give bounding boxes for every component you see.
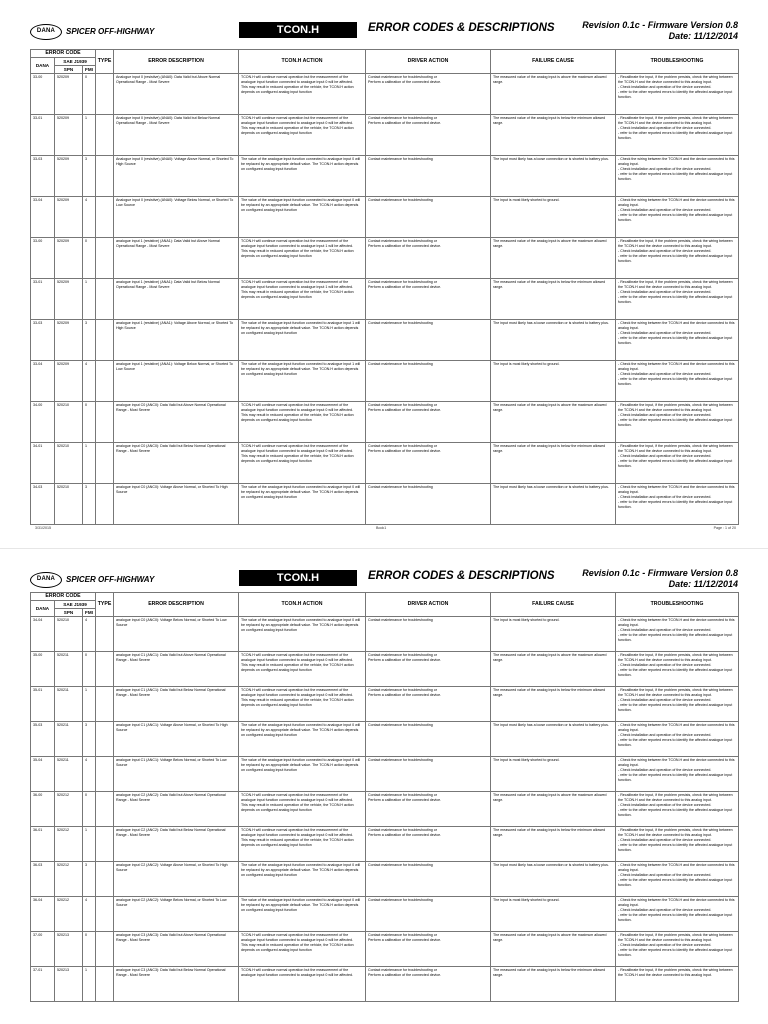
cell-tcon-action: TCON.H will continue normal operation but the measurement of the analogue input function connected to analogue input 0 will be affected. This may result in reduced operation of the vehicle, the TCON.H action depends on configured analog input function	[239, 932, 366, 967]
cell-failure-cause: The measured value of the analog input is above the maximum allowed range.	[491, 402, 616, 443]
cell-fmi: 1	[83, 443, 96, 484]
error-codes-table	[30, 592, 739, 1002]
cell-type	[96, 932, 114, 967]
brand-name: SPICER OFF-HIGHWAY	[66, 575, 155, 584]
cell-type	[96, 279, 114, 320]
cell-driver-action: Contact maintenance for troubleshooting	[366, 156, 491, 197]
cell-error-description: analogue input C1 (ANC1): Data Valid but Above Normal Operational Range - Most Severe	[114, 652, 239, 687]
cell-troubleshooting: - Check the wiring between the TCON.H and the device connected to this analog input. - Check installation and operation of the device connected. - refer to the other reported errors to identify the affected analogue input function.	[616, 722, 739, 757]
cell-fmi: 3	[83, 320, 96, 361]
product-title: TCON.H	[239, 22, 357, 38]
cell-type	[96, 402, 114, 443]
cell-tcon-action: TCON.H will continue normal operation but the measurement of the analogue input function connected to analogue input 0 will be affected. This may result in reduced operation of the vehicle, the TCON.H action depends on configured analog input function	[239, 652, 366, 687]
revision-info	[582, 568, 738, 590]
header-troubleshooting: TROUBLESHOOTING	[616, 50, 739, 74]
cell-spn: 520210	[55, 443, 83, 484]
page-separator	[0, 548, 768, 549]
cell-dana-code: 33-03	[31, 320, 55, 361]
cell-tcon-action: The value of the analogue input function connected to analogue input 0 will be replaced by an appropriate default value. The TCON.H action depends on configured analog input function	[239, 722, 366, 757]
table-row	[31, 74, 739, 115]
cell-dana-code: 34-00	[31, 402, 55, 443]
cell-troubleshooting: - Recalibrate the input, if the problem persists, check the wiring between the TCON.H and the device connected to this analog input. - Check installation and operation of the device connected. - refer to the other reported errors to identify the affected analogue input function.	[616, 402, 739, 443]
table-row	[31, 967, 739, 1002]
cell-troubleshooting: - Check the wiring between the TCON.H and the device connected to this analog input. - Check installation and operation of the device connected. - refer to the other reported errors to identify the affected analogue input function.	[616, 361, 739, 402]
document-title: ERROR CODES & DESCRIPTIONS	[368, 22, 555, 34]
cell-failure-cause: The input most likely has a loose connection or is shorted to battery plus.	[491, 722, 616, 757]
cell-tcon-action: TCON.H will continue normal operation but the measurement of the analogue input function connected to analogue input 1 will be affected. This may result in reduced operation of the vehicle, the TCON.H action depends on configured analog input function	[239, 238, 366, 279]
document-title: ERROR CODES & DESCRIPTIONS	[368, 570, 555, 582]
error-codes-table	[30, 49, 739, 525]
cell-driver-action: Contact maintenance for troubleshooting or Perform a calibration of the connected device.	[366, 115, 491, 156]
cell-fmi: 1	[83, 967, 96, 1002]
cell-tcon-action: The value of the analogue input function connected to analogue input 0 will be replaced by an appropriate default value. The TCON.H action depends on configured analog input function	[239, 757, 366, 792]
cell-driver-action: Contact maintenance for troubleshooting or Perform a calibration of the connected device.	[366, 402, 491, 443]
cell-driver-action: Contact maintenance for troubleshooting or Perform a calibration of the connected device.	[366, 932, 491, 967]
cell-spn: 520209	[55, 197, 83, 238]
cell-error-description: analogue input C2 (ANC2): Voltage Below Normal, or Shorted To Low Source	[114, 897, 239, 932]
cell-failure-cause: The input most likely has a loose connection or is shorted to battery plus.	[491, 862, 616, 897]
table-header	[31, 50, 739, 74]
table-header	[31, 593, 739, 617]
cell-spn: 520210	[55, 402, 83, 443]
cell-tcon-action: The value of the analogue input function connected to analogue input 0 will be replaced by an appropriate default value. The TCON.H action depends on configured analog input function	[239, 862, 366, 897]
revision-date: Date: 11/12/2014	[668, 579, 738, 589]
cell-troubleshooting: - Recalibrate the input, if the problem persists, check the wiring between the TCON.H and the device connected to this analog input.	[616, 967, 739, 1002]
revision-line: Revision 0.1c - Firmware Version 0.8	[582, 20, 738, 30]
cell-type	[96, 74, 114, 115]
header-fmi: FMI	[83, 66, 96, 74]
header-spn: SPN	[55, 66, 83, 74]
cell-type	[96, 617, 114, 652]
cell-fmi: 1	[83, 279, 96, 320]
cell-error-description: analogue input C0 (ANC0): Data Valid but Above Normal Operational Range - Most Severe	[114, 402, 239, 443]
cell-tcon-action: The value of the analogue input function connected to analogue input 0 will be replaced by an appropriate default value. The TCON.H action depends on configured analog input function	[239, 156, 366, 197]
cell-fmi: 4	[83, 617, 96, 652]
cell-tcon-action: The value of the analogue input function connected to analogue input 0 will be replaced by an appropriate default value. The TCON.H action depends on configured analog input function	[239, 897, 366, 932]
cell-dana-code: 33-01	[31, 115, 55, 156]
table-row	[31, 115, 739, 156]
header-sae-j1939: SAE J1939	[55, 601, 96, 609]
cell-tcon-action: The value of the analogue input function connected to analogue input 0 will be replaced by an appropriate default value. The TCON.H action depends on configured analog input function	[239, 484, 366, 525]
cell-error-description: analogue input C0 (ANC0): Voltage Above Normal, or Shorted To High Source	[114, 484, 239, 525]
cell-dana-code: 34-03	[31, 484, 55, 525]
cell-spn: 520209	[55, 320, 83, 361]
cell-spn: 520212	[55, 792, 83, 827]
cell-tcon-action: TCON.H will continue normal operation but the measurement of the analogue input function connected to analogue input 0 will be affected. This may result in reduced operation of the vehicle, the TCON.H action depends on configured analog input function	[239, 443, 366, 484]
cell-tcon-action: TCON.H will continue normal operation but the measurement of the analogue input function connected to analogue input 0 will be affected. This may result in reduced operation of the vehicle, the TCON.H action depends on configured analog input function	[239, 402, 366, 443]
dana-logo-oval: DANA	[30, 572, 62, 588]
cell-failure-cause: The input most likely has a loose connection or is shorted to battery plus.	[491, 156, 616, 197]
cell-error-description: analogue input C1 (ANC1): Voltage Below Normal, or Shorted To Low Source	[114, 757, 239, 792]
cell-driver-action: Contact maintenance for troubleshooting	[366, 320, 491, 361]
cell-spn: 520209	[55, 238, 83, 279]
cell-type	[96, 862, 114, 897]
product-title: TCON.H	[239, 570, 357, 586]
cell-error-description: analogue input C1 (ANC1): Data Valid but Below Normal Operational Range - Most Severe	[114, 687, 239, 722]
cell-spn: 520209	[55, 74, 83, 115]
dana-spicer-logo	[30, 570, 160, 592]
cell-failure-cause: The measured value of the analog input is above the maximum allowed range.	[491, 74, 616, 115]
cell-type	[96, 320, 114, 361]
cell-fmi: 0	[83, 792, 96, 827]
cell-error-description: analogue input C1 (ANC1): Voltage Above Normal, or Shorted To High Source	[114, 722, 239, 757]
header-troubleshooting: TROUBLESHOOTING	[616, 593, 739, 617]
cell-tcon-action: TCON.H will continue normal operation but the measurement of the analogue input function connected to analogue input 0 will be affected. This may result in reduced operation of the vehicle, the TCON.H action depends on configured analog input function	[239, 115, 366, 156]
cell-failure-cause: The measured value of the analog input is above the maximum allowed range.	[491, 652, 616, 687]
cell-tcon-action: TCON.H will continue normal operation but the measurement of the analogue input function connected to analogue input 0 will be affected. This may result in reduced operation of the vehicle, the TCON.H action depends on configured analog input function	[239, 74, 366, 115]
cell-troubleshooting: - Check the wiring between the TCON.H and the device connected to this analog input. - Check installation and operation of the device connected. - refer to the other reported errors to identify the affected analogue input function.	[616, 617, 739, 652]
cell-driver-action: Contact maintenance for troubleshooting or Perform a calibration of the connected device.	[366, 687, 491, 722]
cell-failure-cause: The measured value of the analog input is above the maximum allowed range.	[491, 792, 616, 827]
cell-failure-cause: The measured value of the analog input is below the minimum allowed range.	[491, 115, 616, 156]
table-row	[31, 722, 739, 757]
cell-troubleshooting: - Recalibrate the input, if the problem persists, check the wiring between the TCON.H and the device connected to this analog input. - Check installation and operation of the device connected. - refer to the other reported errors to identify the affected analogue input function.	[616, 932, 739, 967]
dana-logo-oval: DANA	[30, 24, 62, 40]
cell-driver-action: Contact maintenance for troubleshooting or Perform a calibration of the connected device.	[366, 652, 491, 687]
footer-date: 3/31/2015	[35, 526, 51, 530]
header-error-description: ERROR DESCRIPTION	[114, 50, 239, 74]
cell-dana-code: 34-01	[31, 443, 55, 484]
cell-troubleshooting: - Recalibrate the input, if the problem persists, check the wiring between the TCON.H and the device connected to this analog input. - Check installation and operation of the device connected. - refer to the other reported errors to identify the affected analogue input function.	[616, 827, 739, 862]
cell-spn: 520209	[55, 156, 83, 197]
table-row	[31, 827, 739, 862]
cell-driver-action: Contact maintenance for troubleshooting or Perform a calibration of the connected device.	[366, 443, 491, 484]
table-row	[31, 361, 739, 402]
cell-troubleshooting: - Check the wiring between the TCON.H and the device connected to this analog input. - Check installation and operation of the device connected. - refer to the other reported errors to identify the affected analogue input function.	[616, 862, 739, 897]
header-error-code: ERROR CODE	[31, 593, 96, 601]
cell-troubleshooting: - Check the wiring between the TCON.H and the device connected to this analog input. - Check installation and operation of the device connected. - refer to the other reported errors to identify the affected analogue input function.	[616, 156, 739, 197]
cell-type	[96, 687, 114, 722]
cell-error-description: analogue input 1 (resistive) (ANA1): Voltage Below Normal, or Shorted To Low Source	[114, 361, 239, 402]
cell-type	[96, 722, 114, 757]
cell-troubleshooting: - Check the wiring between the TCON.H and the device connected to this analog input. - Check installation and operation of the device connected. - refer to the other reported errors to identify the affected analogue input function.	[616, 484, 739, 525]
header-tcon-action: TCON.H ACTION	[239, 50, 366, 74]
cell-tcon-action: TCON.H will continue normal operation but the measurement of the analogue input function connected to analogue input 0 will be affected. This may result in reduced operation of the vehicle, the TCON.H action depends on configured analog input function	[239, 792, 366, 827]
cell-type	[96, 827, 114, 862]
cell-driver-action: Contact maintenance for troubleshooting	[366, 361, 491, 402]
cell-error-description: Analogue input 0 (resistive) (ANA0): Voltage Above Normal, or Shorted To High Source	[114, 156, 239, 197]
header-failure-cause: FAILURE CAUSE	[491, 50, 616, 74]
cell-spn: 520211	[55, 757, 83, 792]
cell-spn: 520212	[55, 862, 83, 897]
cell-spn: 520212	[55, 897, 83, 932]
header-type: TYPE	[96, 593, 114, 617]
cell-tcon-action: The value of the analogue input function connected to analogue input 1 will be replaced by an appropriate default value. The TCON.H action depends on configured analog input function	[239, 361, 366, 402]
cell-failure-cause: The measured value of the analog input is below the minimum allowed range.	[491, 827, 616, 862]
cell-type	[96, 361, 114, 402]
cell-dana-code: 33-03	[31, 156, 55, 197]
cell-driver-action: Contact maintenance for troubleshooting	[366, 862, 491, 897]
cell-troubleshooting: - Recalibrate the input, if the problem persists, check the wiring between the TCON.H and the device connected to this analog input. - Check installation and operation of the device connected. - refer to the other reported errors to identify the affected analogue input function.	[616, 279, 739, 320]
cell-dana-code: 33-01	[31, 279, 55, 320]
cell-troubleshooting: - Recalibrate the input, if the problem persists, check the wiring between the TCON.H and the device connected to this analog input. - Check installation and operation of the device connected. - refer to the other reported errors to identify the affected analogue input function.	[616, 652, 739, 687]
footer-page-number: Page : 1 of 20	[713, 526, 736, 530]
cell-error-description: analogue input 1 (resistive) (ANA1): Data Valid but Below Normal Operational Range - Most Severe	[114, 279, 239, 320]
cell-failure-cause: The input is most likely shorted to ground.	[491, 361, 616, 402]
cell-spn: 520210	[55, 617, 83, 652]
cell-fmi: 3	[83, 156, 96, 197]
cell-error-description: analogue input C2 (ANC2): Voltage Above Normal, or Shorted To High Source	[114, 862, 239, 897]
cell-spn: 520210	[55, 484, 83, 525]
cell-fmi: 0	[83, 652, 96, 687]
cell-tcon-action: TCON.H will continue normal operation but the measurement of the analogue input function connected to analogue input 0 will be affected. This may result in reduced operation of the vehicle, the TCON.H action depends on configured analog input function	[239, 827, 366, 862]
cell-spn: 520211	[55, 687, 83, 722]
table-row	[31, 484, 739, 525]
footer-sheet: Book1	[376, 526, 387, 530]
cell-error-description: analogue input C0 (ANC0): Voltage Below Normal, or Shorted To Low Source	[114, 617, 239, 652]
cell-driver-action: Contact maintenance for troubleshooting	[366, 897, 491, 932]
cell-failure-cause: The input most likely has a loose connection or is shorted to battery plus.	[491, 320, 616, 361]
cell-tcon-action: TCON.H will continue normal operation but the measurement of the analogue input function connected to analogue input 0 will be affected.	[239, 967, 366, 1002]
cell-dana-code: 36-00	[31, 792, 55, 827]
cell-error-description: analogue input C0 (ANC0): Data Valid but Below Normal Operational Range - Most Severe	[114, 443, 239, 484]
cell-error-description: analogue input 1 (resistive) (ANA1): Data Valid but Above Normal Operational Range - Most Severe	[114, 238, 239, 279]
table-row	[31, 617, 739, 652]
header-failure-cause: FAILURE CAUSE	[491, 593, 616, 617]
cell-dana-code: 33-04	[31, 197, 55, 238]
cell-driver-action: Contact maintenance for troubleshooting or Perform a calibration of the connected device.	[366, 279, 491, 320]
table-row	[31, 443, 739, 484]
cell-error-description: analogue input C3 (ANC3): Data Valid but Above Normal Operational Range - Most Severe	[114, 932, 239, 967]
cell-fmi: 4	[83, 197, 96, 238]
header-dana: DANA	[31, 58, 55, 74]
cell-fmi: 3	[83, 862, 96, 897]
table-row	[31, 402, 739, 443]
cell-dana-code: 33-04	[31, 361, 55, 402]
page-header	[0, 16, 768, 50]
cell-dana-code: 36-03	[31, 862, 55, 897]
cell-troubleshooting: - Recalibrate the input, if the problem persists, check the wiring between the TCON.H and the device connected to this analog input. - Check installation and operation of the device connected. - refer to the other reported errors to identify the affected analogue input function.	[616, 687, 739, 722]
cell-spn: 520211	[55, 652, 83, 687]
cell-fmi: 0	[83, 402, 96, 443]
cell-type	[96, 197, 114, 238]
cell-driver-action: Contact maintenance for troubleshooting	[366, 484, 491, 525]
cell-type	[96, 115, 114, 156]
table-row	[31, 156, 739, 197]
cell-dana-code: 37-01	[31, 967, 55, 1002]
revision-info	[582, 20, 738, 42]
cell-error-description: analogue input C2 (ANC2): Data Valid but Below Normal Operational Range - Most Severe	[114, 827, 239, 862]
cell-failure-cause: The measured value of the analog input is below the minimum allowed range.	[491, 279, 616, 320]
cell-error-description: analogue input 1 (resistive) (ANA1): Voltage Above Normal, or Shorted To High Source	[114, 320, 239, 361]
cell-dana-code: 33-00	[31, 74, 55, 115]
header-driver-action: DRIVER ACTION	[366, 593, 491, 617]
table-row	[31, 897, 739, 932]
table-row	[31, 757, 739, 792]
cell-tcon-action: The value of the analogue input function connected to analogue input 0 will be replaced by an appropriate default value. The TCON.H action depends on configured analog input function	[239, 617, 366, 652]
cell-fmi: 3	[83, 484, 96, 525]
header-dana: DANA	[31, 601, 55, 617]
header-driver-action: DRIVER ACTION	[366, 50, 491, 74]
cell-spn: 520211	[55, 722, 83, 757]
cell-dana-code: 37-00	[31, 932, 55, 967]
cell-driver-action: Contact maintenance for troubleshooting or Perform a calibration of the connected device.	[366, 238, 491, 279]
table-row	[31, 279, 739, 320]
cell-fmi: 4	[83, 757, 96, 792]
cell-dana-code: 36-01	[31, 827, 55, 862]
header-fmi: FMI	[83, 609, 96, 617]
cell-type	[96, 792, 114, 827]
cell-troubleshooting: - Recalibrate the input, if the problem persists, check the wiring between the TCON.H and the device connected to this analog input. - Check installation and operation of the device connected. - refer to the other reported errors to identify the affected analogue input function.	[616, 443, 739, 484]
cell-spn: 520209	[55, 361, 83, 402]
cell-fmi: 3	[83, 722, 96, 757]
header-tcon-action: TCON.H ACTION	[239, 593, 366, 617]
cell-troubleshooting: - Check the wiring between the TCON.H and the device connected to this analog input. - Check installation and operation of the device connected. - refer to the other reported errors to identify the affected analogue input function.	[616, 757, 739, 792]
dana-spicer-logo	[30, 22, 160, 44]
cell-fmi: 1	[83, 115, 96, 156]
table-row	[31, 862, 739, 897]
cell-driver-action: Contact maintenance for troubleshooting	[366, 722, 491, 757]
cell-failure-cause: The measured value of the analog input is below the minimum allowed range.	[491, 443, 616, 484]
cell-driver-action: Contact maintenance for troubleshooting or Perform a calibration of the connected device.	[366, 967, 491, 1002]
cell-fmi: 1	[83, 827, 96, 862]
cell-dana-code: 36-04	[31, 897, 55, 932]
cell-troubleshooting: - Recalibrate the input, if the problem persists, check the wiring between the TCON.H and the device connected to this analog input. - Check installation and operation of the device connected. - refer to the other reported errors to identify the affected analogue input function.	[616, 238, 739, 279]
header-error-description: ERROR DESCRIPTION	[114, 593, 239, 617]
cell-type	[96, 757, 114, 792]
cell-type	[96, 443, 114, 484]
header-type: TYPE	[96, 50, 114, 74]
cell-troubleshooting: - Recalibrate the input, if the problem persists, check the wiring between the TCON.H and the device connected to this analog input. - Check installation and operation of the device connected. - refer to the other reported errors to identify the affected analogue input function.	[616, 115, 739, 156]
cell-failure-cause: The measured value of the analog input is above the maximum allowed range.	[491, 238, 616, 279]
revision-date: Date: 11/12/2014	[668, 31, 738, 41]
cell-spn: 520209	[55, 279, 83, 320]
cell-fmi: 4	[83, 361, 96, 402]
cell-failure-cause: The input is most likely shorted to ground.	[491, 897, 616, 932]
cell-troubleshooting: - Check the wiring between the TCON.H and the device connected to this analog input. - Check installation and operation of the device connected. - refer to the other reported errors to identify the affected analogue input function.	[616, 320, 739, 361]
cell-error-description: analogue input C2 (ANC2): Data Valid but Above Normal Operational Range - Most Severe	[114, 792, 239, 827]
table-row	[31, 238, 739, 279]
table-row	[31, 687, 739, 722]
table-row	[31, 652, 739, 687]
cell-driver-action: Contact maintenance for troubleshooting or Perform a calibration of the connected device.	[366, 74, 491, 115]
cell-error-description: Analogue input 0 (resistive) (ANA0): Data Valid but Below Normal Operational Range - Most Severe	[114, 115, 239, 156]
cell-tcon-action: The value of the analogue input function connected to analogue input 1 will be replaced by an appropriate default value. The TCON.H action depends on configured analog input function	[239, 320, 366, 361]
cell-spn: 520209	[55, 115, 83, 156]
cell-tcon-action: TCON.H will continue normal operation but the measurement of the analogue input function connected to analogue input 1 will be affected. This may result in reduced operation of the vehicle, the TCON.H action depends on configured analog input function	[239, 279, 366, 320]
cell-dana-code: 33-00	[31, 238, 55, 279]
cell-failure-cause: The measured value of the analog input is below the minimum allowed range.	[491, 967, 616, 1002]
cell-troubleshooting: - Recalibrate the input, if the problem persists, check the wiring between the TCON.H and the device connected to this analog input. - Check installation and operation of the device connected. - refer to the other reported errors to identify the affected analogue input function.	[616, 792, 739, 827]
table-row	[31, 197, 739, 238]
cell-failure-cause: The measured value of the analog input is above the maximum allowed range.	[491, 932, 616, 967]
cell-type	[96, 156, 114, 197]
revision-line: Revision 0.1c - Firmware Version 0.8	[582, 568, 738, 578]
cell-dana-code: 35-03	[31, 722, 55, 757]
cell-dana-code: 35-04	[31, 757, 55, 792]
cell-type	[96, 897, 114, 932]
cell-spn: 520212	[55, 827, 83, 862]
cell-failure-cause: The input is most likely shorted to ground.	[491, 197, 616, 238]
cell-error-description: Analogue input 0 (resistive) (ANA0): Voltage Below Normal, or Shorted To Low Source	[114, 197, 239, 238]
cell-dana-code: 35-00	[31, 652, 55, 687]
cell-type	[96, 238, 114, 279]
cell-fmi: 4	[83, 897, 96, 932]
cell-driver-action: Contact maintenance for troubleshooting	[366, 197, 491, 238]
brand-name: SPICER OFF-HIGHWAY	[66, 27, 155, 36]
cell-error-description: Analogue input 0 (resistive) (ANA0): Data Valid but Above Normal Operational Range - Most Severe	[114, 74, 239, 115]
cell-dana-code: 34-04	[31, 617, 55, 652]
cell-driver-action: Contact maintenance for troubleshooting or Perform a calibration of the connected device.	[366, 827, 491, 862]
header-error-code: ERROR CODE	[31, 50, 96, 58]
cell-type	[96, 967, 114, 1002]
cell-failure-cause: The input is most likely shorted to ground.	[491, 617, 616, 652]
document-page-2	[0, 556, 768, 1024]
cell-troubleshooting: - Check the wiring between the TCON.H and the device connected to this analog input. - Check installation and operation of the device connected. - refer to the other reported errors to identify the affected analogue input function.	[616, 197, 739, 238]
cell-troubleshooting: - Check the wiring between the TCON.H and the device connected to this analog input. - Check installation and operation of the device connected. - refer to the other reported errors to identify the affected analogue input function.	[616, 897, 739, 932]
table-row	[31, 792, 739, 827]
cell-troubleshooting: - Recalibrate the input, if the problem persists, check the wiring between the TCON.H and the device connected to this analog input. - Check installation and operation of the device connected. - refer to the other reported errors to identify the affected analogue input function.	[616, 74, 739, 115]
cell-driver-action: Contact maintenance for troubleshooting	[366, 757, 491, 792]
cell-tcon-action: The value of the analogue input function connected to analogue input 0 will be replaced by an appropriate default value. The TCON.H action depends on configured analog input function	[239, 197, 366, 238]
cell-fmi: 0	[83, 74, 96, 115]
cell-spn: 520213	[55, 932, 83, 967]
cell-type	[96, 484, 114, 525]
cell-failure-cause: The input most likely has a loose connection or is shorted to battery plus.	[491, 484, 616, 525]
header-spn: SPN	[55, 609, 83, 617]
header-sae-j1939: SAE J1939	[55, 58, 96, 66]
cell-type	[96, 652, 114, 687]
table-row	[31, 932, 739, 967]
cell-driver-action: Contact maintenance for troubleshooting	[366, 617, 491, 652]
cell-failure-cause: The input is most likely shorted to ground.	[491, 757, 616, 792]
table-row	[31, 320, 739, 361]
cell-fmi: 0	[83, 932, 96, 967]
cell-error-description: analogue input C3 (ANC3): Data Valid but Below Normal Operational Range - Most Severe	[114, 967, 239, 1002]
cell-fmi: 1	[83, 687, 96, 722]
cell-tcon-action: TCON.H will continue normal operation but the measurement of the analogue input function connected to analogue input 0 will be affected. This may result in reduced operation of the vehicle, the TCON.H action depends on configured analog input function	[239, 687, 366, 722]
cell-fmi: 0	[83, 238, 96, 279]
cell-dana-code: 35-01	[31, 687, 55, 722]
cell-driver-action: Contact maintenance for troubleshooting or Perform a calibration of the connected device.	[366, 792, 491, 827]
cell-spn: 520213	[55, 967, 83, 1002]
cell-failure-cause: The measured value of the analog input is below the minimum allowed range.	[491, 687, 616, 722]
